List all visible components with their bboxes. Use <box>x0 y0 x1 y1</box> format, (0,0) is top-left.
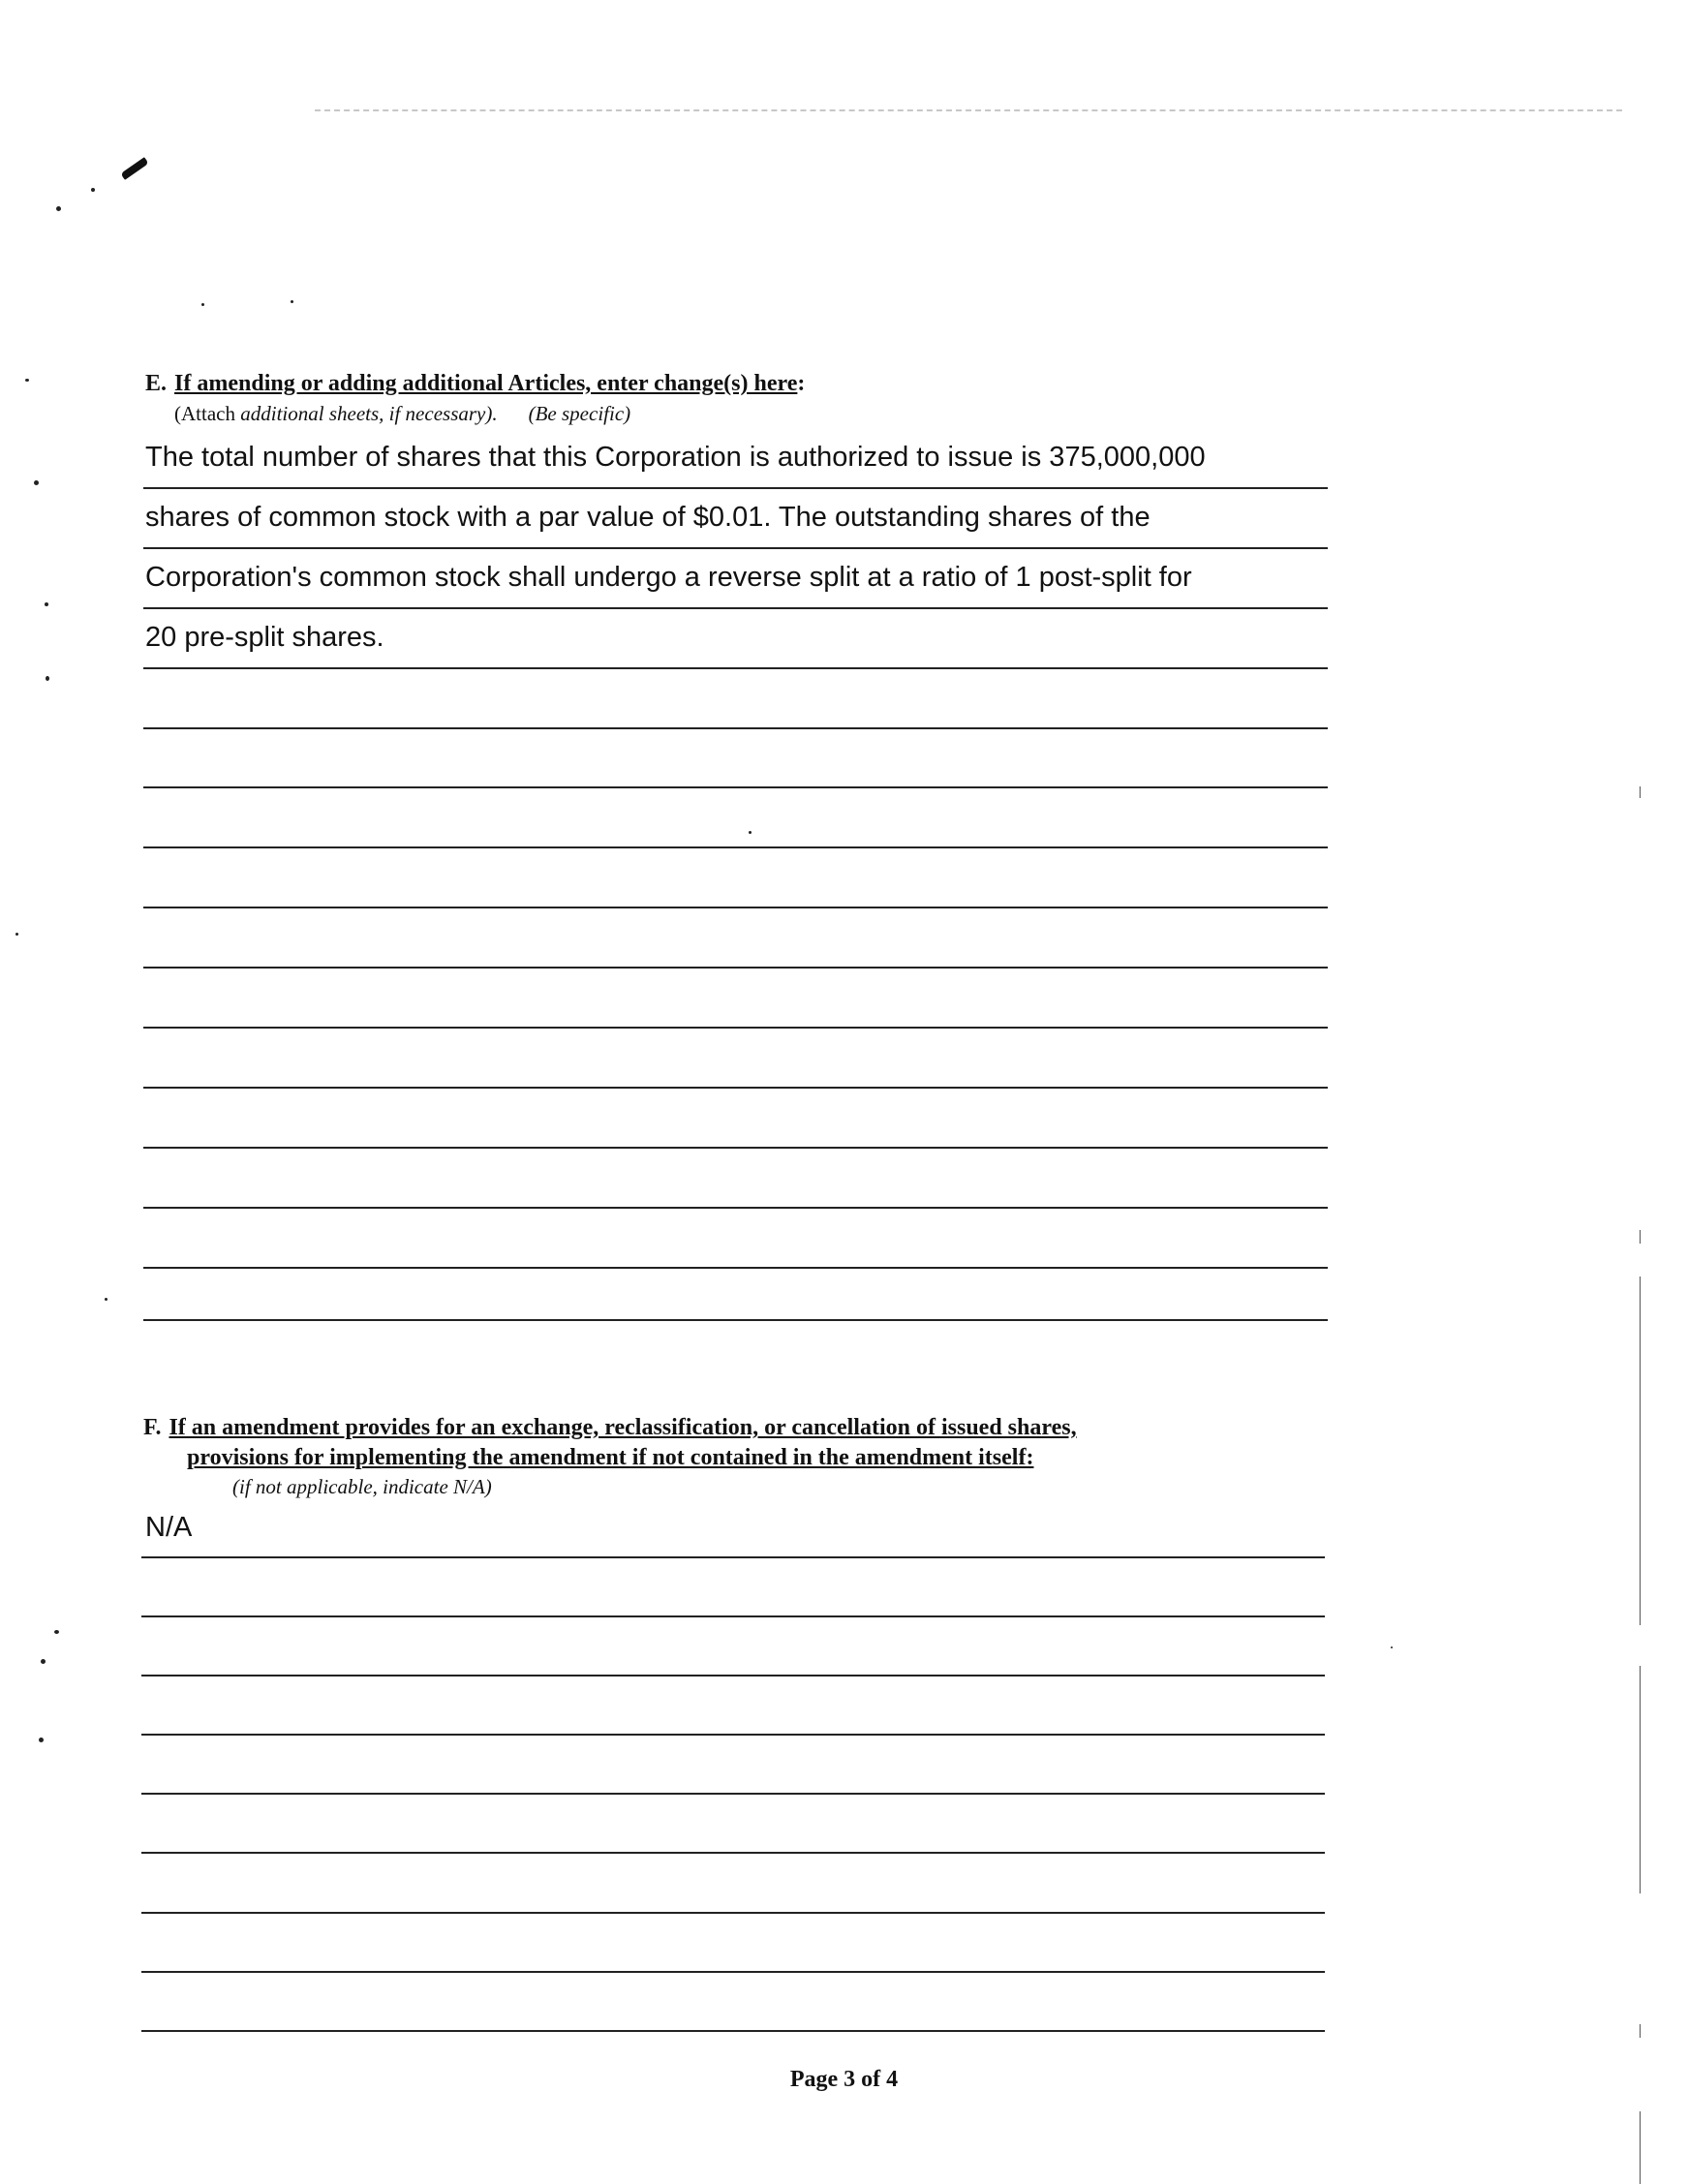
amendment-text-line-3: Corporation's common stock shall undergo a reverse split at a ratio of 1 post-split for <box>145 562 1192 593</box>
section-f-heading-cont <box>187 1443 1033 1472</box>
amendment-text-line-4: 20 pre-split shares. <box>145 622 384 653</box>
section-f-rule <box>141 1972 1325 2032</box>
section-f-rule <box>141 1557 1325 1617</box>
section-e-rule <box>143 549 1328 609</box>
section-e-rule <box>143 1089 1328 1149</box>
section-f-letter: F. <box>143 1415 162 1440</box>
scan-speck <box>201 303 204 306</box>
section-f-answer: N/A <box>145 1512 193 1543</box>
scan-speck <box>291 300 293 303</box>
scan-edge-line <box>1640 1230 1641 1244</box>
scan-speck <box>34 480 39 485</box>
scan-speck <box>1391 1646 1393 1648</box>
section-e-note-open: (Attach <box>174 402 235 425</box>
section-e-rule <box>143 669 1328 729</box>
section-f-rule <box>141 1913 1325 1973</box>
scan-edge-line <box>1640 1666 1641 1893</box>
section-e-rule <box>143 1029 1328 1089</box>
section-e-heading <box>145 369 805 398</box>
section-f-rule <box>141 1498 1325 1558</box>
section-e-rule <box>143 728 1328 788</box>
scan-speck <box>56 206 61 211</box>
scan-speck <box>91 188 95 192</box>
section-e-rule <box>143 848 1328 908</box>
scan-speck <box>45 602 48 606</box>
scan-speck <box>46 676 49 681</box>
amendment-text-line-1: The total number of shares that this Corporation is authorized to issue is 375,000,000 <box>145 442 1206 473</box>
scan-speck <box>39 1738 44 1742</box>
section-f-rule <box>141 1854 1325 1914</box>
section-e-rule <box>143 489 1328 549</box>
section-e-rule <box>143 788 1328 848</box>
amendment-text-line-2: shares of common stock with a par value of $0.01. The outstanding shares of the <box>145 502 1151 533</box>
section-f-heading <box>143 1413 1077 1442</box>
section-e-rule <box>143 429 1328 489</box>
section-f-title-line-1: If an amendment provides for an exchange, reclassification, or cancellation of issued shares, <box>169 1415 1077 1440</box>
section-e-note <box>174 401 630 426</box>
section-e-colon: : <box>797 371 806 396</box>
scan-speck <box>41 1659 46 1664</box>
page-number: Page 3 of 4 <box>789 2067 899 2092</box>
section-e-letter: E. <box>145 371 168 396</box>
pen-mark <box>120 157 148 180</box>
scan-edge-line <box>1640 1277 1641 1625</box>
scan-artifact-top-line <box>315 109 1622 111</box>
section-e-rule <box>143 1149 1328 1209</box>
scan-edge-line <box>1640 786 1641 798</box>
section-e-title: If amending or adding additional Articles, enter change(s) here <box>174 371 798 396</box>
section-e-rule <box>143 609 1328 669</box>
scan-speck <box>54 1630 59 1634</box>
scan-speck <box>25 379 29 382</box>
section-e-rule <box>143 1261 1328 1321</box>
section-e-rule <box>143 969 1328 1029</box>
section-f-note: (if not applicable, indicate N/A) <box>232 1475 492 1498</box>
section-f-rule <box>141 1676 1325 1736</box>
section-e-rule <box>143 1209 1328 1269</box>
section-f-rule <box>141 1616 1325 1676</box>
section-f-rule <box>141 1794 1325 1854</box>
section-f-rule <box>141 1735 1325 1795</box>
scan-speck <box>15 933 18 936</box>
section-e-rule <box>143 908 1328 969</box>
section-e-note-specific: (Be specific) <box>528 402 631 425</box>
section-e-note-italic: additional sheets, if necessary). <box>240 402 498 425</box>
section-f-title-line-2: provisions for implementing the amendment if not contained in the amendment itself: <box>187 1445 1034 1470</box>
scan-edge-line <box>1640 2024 1641 2038</box>
scan-speck <box>105 1298 107 1301</box>
scan-edge-line <box>1640 2111 1641 2184</box>
